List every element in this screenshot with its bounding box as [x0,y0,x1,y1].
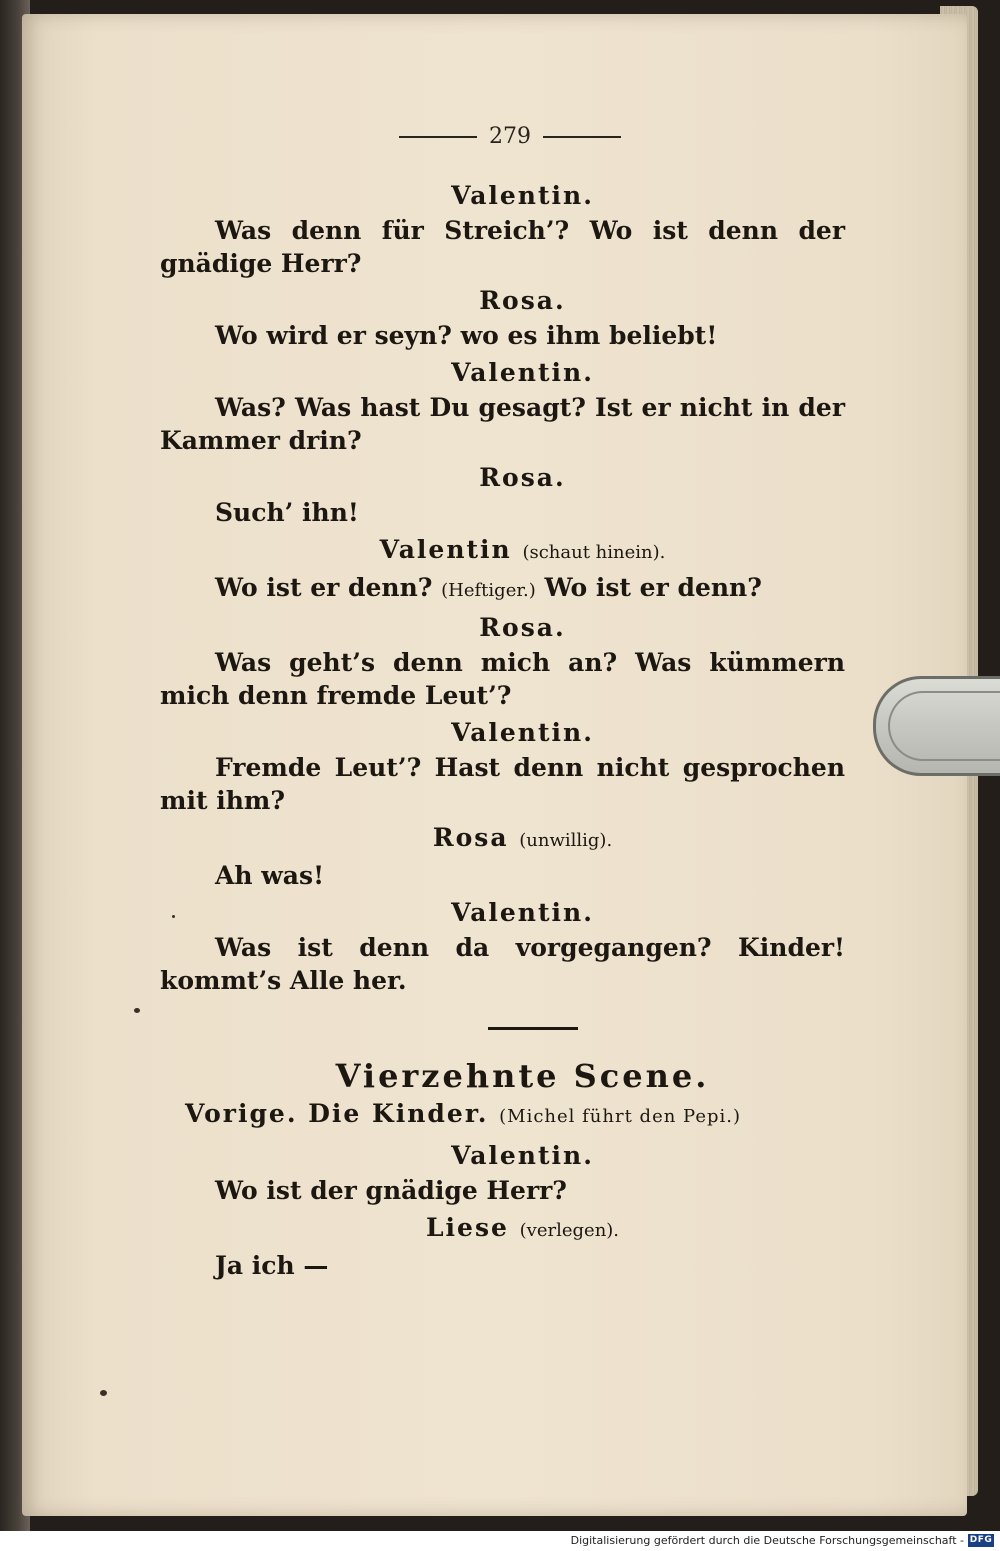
speaker-label: Rosa. [479,286,566,315]
dialogue-text: Wo ist er denn? [544,573,762,602]
speaker-label: Valentin. [451,358,594,387]
stage-direction: (schaut hinein). [522,542,666,563]
speaker-label: Valentin. [451,718,594,747]
stage-direction: (verlegen). [519,1220,620,1241]
dialogue-line: Ah was! [215,861,325,890]
speaker-label: Valentin. [451,898,594,927]
speaker-name [200,356,845,389]
scene-cast [185,1097,845,1133]
speaker-name [200,1211,845,1247]
scene-title: Vierzehnte Scene. [335,1057,710,1095]
speaker-label: Valentin. [451,1141,594,1170]
dialogue-text: Wo ist er denn? [215,573,433,602]
speaker-name [200,821,845,857]
page-text [160,120,845,1286]
dialogue-line: Was geht’s denn mich an? Was kümmern mich denn fremde Leut’? [160,648,845,710]
speaker-name [200,533,845,569]
scene-cast-direction: (Michel führt den Pepi.) [499,1106,742,1127]
dialogue-before-scene [160,179,845,997]
stage-direction: (unwillig). [519,830,613,851]
header-rule-left [399,136,477,138]
dfg-logo: DFG [969,1535,993,1545]
scene-cast-names: Vorige. Die Kinder. [185,1099,489,1128]
dialogue-line: Ja ich — [215,1251,329,1280]
dialogue-line: Was ist denn da vorgegangen? Kinder! kommt’s Alle her. [160,933,845,995]
footer-credit: Digitalisierung gefördert durch die Deutsche Forschungsgemeinschaft - [570,1534,964,1547]
speaker-name [200,284,845,317]
speaker-label: Liese [425,1213,509,1242]
header-rule-right [543,136,621,138]
speaker-label: Rosa. [479,613,566,642]
speaker-label: Valentin. [451,181,594,210]
speaker-name [200,896,845,929]
speaker-label: Valentin [379,535,512,564]
dialogue-line: Such’ ihn! [215,498,359,527]
dialogue-line [160,571,845,607]
page-clip [873,676,1000,776]
scene-divider [488,1027,578,1030]
dialogue-line: Wo ist der gnädige Herr? [215,1176,567,1205]
speaker-name [200,461,845,494]
speaker-label: Rosa. [479,463,566,492]
page-clip-inner [888,691,1000,761]
footer-bar [0,1531,1000,1551]
dialogue-after-scene [160,1139,845,1282]
page-number-header [175,120,845,153]
page-number: 279 [489,124,531,149]
speaker-name [200,716,845,749]
stage-direction: (Heftiger.) [441,580,536,601]
dialogue-line: Wo wird er seyn? wo es ihm beliebt! [215,321,718,350]
ink-speck [134,1008,140,1013]
dialogue-line: Was denn für Streich’? Wo ist denn der gnädige Herr? [160,216,845,278]
speaker-label: Rosa [432,823,509,852]
speaker-name [200,611,845,644]
dialogue-line: Fremde Leut’? Hast denn nicht gesprochen mit ihm? [160,753,845,815]
speaker-name [200,179,845,212]
dialogue-line: Was? Was hast Du gesagt? Ist er nicht in der Kammer drin? [160,393,845,455]
speaker-name [200,1139,845,1172]
ink-speck [100,1390,107,1396]
